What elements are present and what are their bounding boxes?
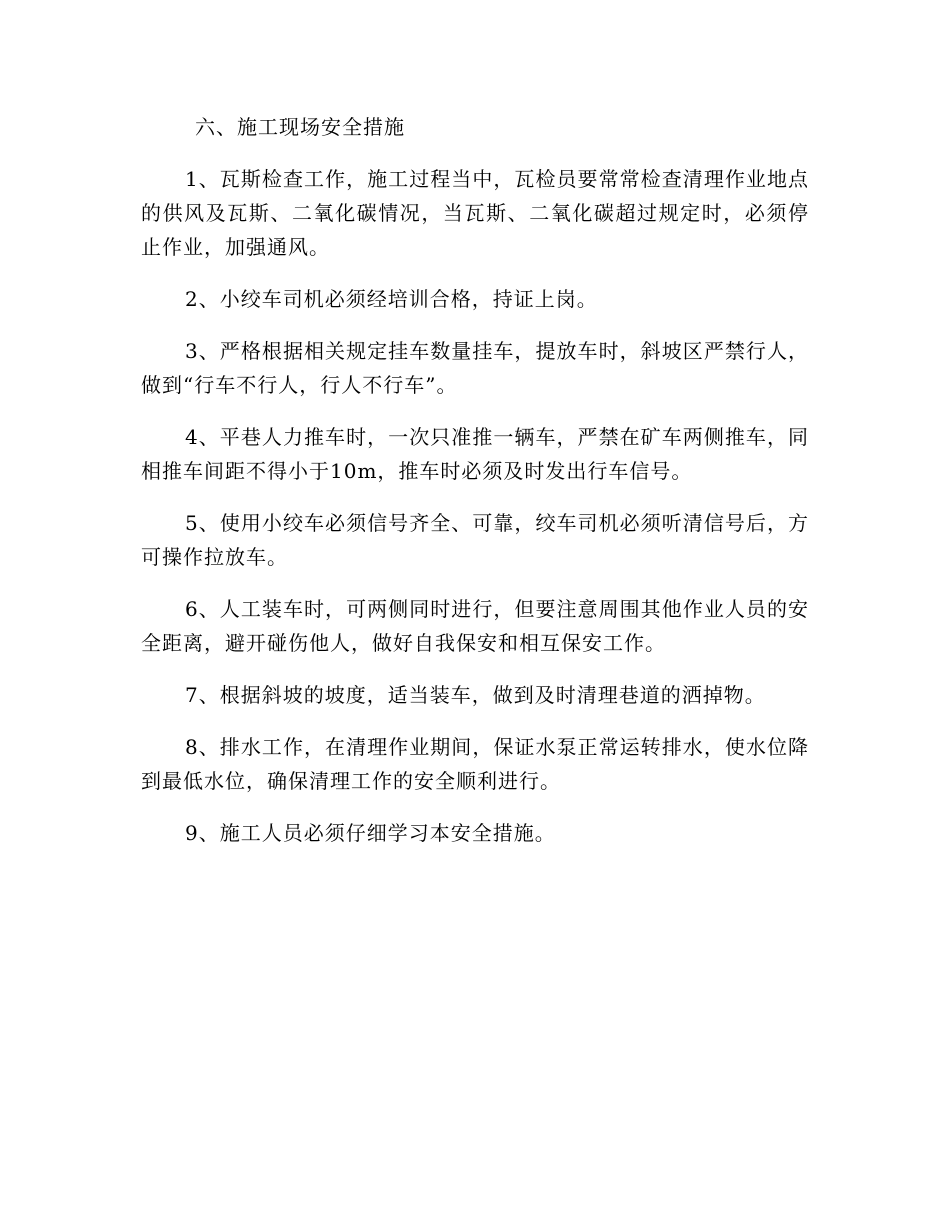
paragraph-9: 9、施工人员必须仔细学习本安全措施。 [185, 821, 556, 845]
document-body [141, 110, 809, 868]
paragraph-6: 6、人工装车时，可两侧同时进行，但要注意周围其他作业人员的安全距离，避开碰伤他人，做好自我保安和相互保安工作。 [141, 597, 809, 655]
paragraph-8: 8、排水工作，在清理作业期间，保证水泵正常运转排水，使水位降到最低水位，确保清理工作的安全顺利进行。 [141, 735, 809, 793]
paragraph-7: 7、根据斜坡的坡度，适当装车，做到及时清理巷道的洒掉物。 [185, 683, 766, 707]
paragraph-1: 1、瓦斯检查工作，施工过程当中，瓦检员要常常检查清理作业地点的供风及瓦斯、二氧化碳情况，当瓦斯、二氧化碳超过规定时，必须停止作业，加强通风。 [141, 167, 809, 259]
paragraph-3: 3、严格根据相关规定挂车数量挂车，提放车时，斜坡区严禁行人，做到“行车不行人，行人不行车”。 [141, 339, 809, 397]
section-heading: 六、施工现场安全措施 [195, 115, 405, 139]
paragraph-2: 2、小绞车司机必须经培训合格，持证上岗。 [185, 287, 598, 311]
paragraph-5: 5、使用小绞车必须信号齐全、可靠，绞车司机必须听清信号后，方可操作拉放车。 [141, 511, 809, 569]
paragraph-4: 4、平巷人力推车时，一次只准推一辆车，严禁在矿车两侧推车，同相推车间距不得小于10m，推车时必须及时发出行车信号。 [141, 425, 809, 483]
